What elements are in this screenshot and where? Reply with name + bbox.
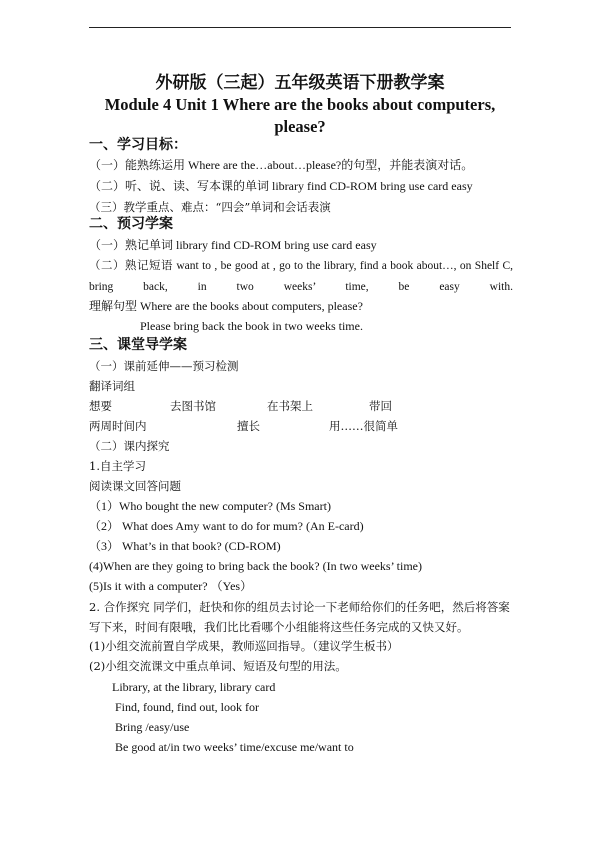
document-title-english: Module 4 Unit 1 Where are the books about computers, please?: [104, 95, 496, 136]
in-class-explore: （二）课内探究: [89, 439, 170, 453]
cooperative-task-1: (1)小组交流前置自学成果，教师巡回指导。（建议学生板书）: [89, 639, 399, 653]
phrase-in-two-weeks: 两周时间内: [89, 419, 147, 433]
phrase-be-good-at: 擅长: [237, 419, 260, 433]
pre-class-check: （一）课前延伸——预习检测: [89, 359, 239, 373]
sentence-pattern-2: Please bring back the book in two weeks time.: [140, 319, 363, 333]
section-2-heading: 二、预习学案: [89, 216, 173, 232]
memorize-phrases: （二）熟记短语 want to , be good at , go to the library, find a book about…, on Shelf C, bring back, in two weeks’ time, be easy with.: [89, 260, 513, 293]
self-study-label: 1.自主学习: [89, 459, 146, 473]
question-4: (4)When are they going to bring back the book? (In two weeks’ time): [89, 559, 422, 573]
section-3-heading: 三、课堂导学案: [89, 337, 187, 353]
phrase-want-to: 想要: [89, 399, 112, 413]
phrase-go-to-library: 去图书馆: [170, 399, 216, 413]
phrase-bring-back: 带回: [369, 399, 392, 413]
cooperative-task-2: (2)小组交流课文中重点单词、短语及句型的用法。: [89, 659, 347, 673]
goal-2: （二）听、说、读、写本课的单词 library find CD-ROM bring use card easy: [89, 179, 473, 193]
vocab-line-2: Find, found, find out, look for: [115, 700, 259, 714]
question-1: （1）Who bought the new computer? (Ms Smart): [89, 499, 331, 513]
goal-3: （三）教学重点、难点：“四会”单词和会话表演: [89, 200, 331, 214]
document-title-chinese: 外研版（三起）五年级英语下册教学案: [155, 73, 445, 93]
question-3: （3） What’s in that book? (CD-ROM): [89, 539, 281, 553]
vocab-line-4: Be good at/in two weeks’ time/excuse me/want to: [115, 740, 354, 754]
sentence-pattern-1: 理解句型 Where are the books about computers, please?: [89, 299, 363, 313]
vocab-line-3: Bring /easy/use: [115, 720, 190, 734]
header-rule: [89, 27, 511, 28]
question-5: (5)Is it with a computer? （Yes）: [89, 579, 253, 593]
phrase-easy-with: 用……很简单: [329, 419, 398, 433]
cooperative-inquiry: 2. 合作探究 同学们，赶快和你的组员去讨论一下老师给你们的任务吧，然后将答案写下来，时间有限哦，我们比比看哪个小组能将这些任务完成的又快又好。: [89, 600, 510, 634]
memorize-words: （一）熟记单词 library find CD-ROM bring use card easy: [89, 238, 377, 252]
translate-label: 翻译词组: [89, 379, 135, 393]
goal-1: （一）能熟练运用 Where are the…about…please?的句型，并能表演对话。: [89, 158, 474, 172]
vocab-line-1: Library, at the library, library card: [112, 680, 276, 694]
phrase-on-shelf: 在书架上: [267, 399, 313, 413]
read-answer-label: 阅读课文回答问题: [89, 479, 181, 493]
question-2: （2） What does Amy want to do for mum? (An E-card): [89, 519, 364, 533]
section-1-heading: 一、学习目标：: [89, 137, 187, 153]
